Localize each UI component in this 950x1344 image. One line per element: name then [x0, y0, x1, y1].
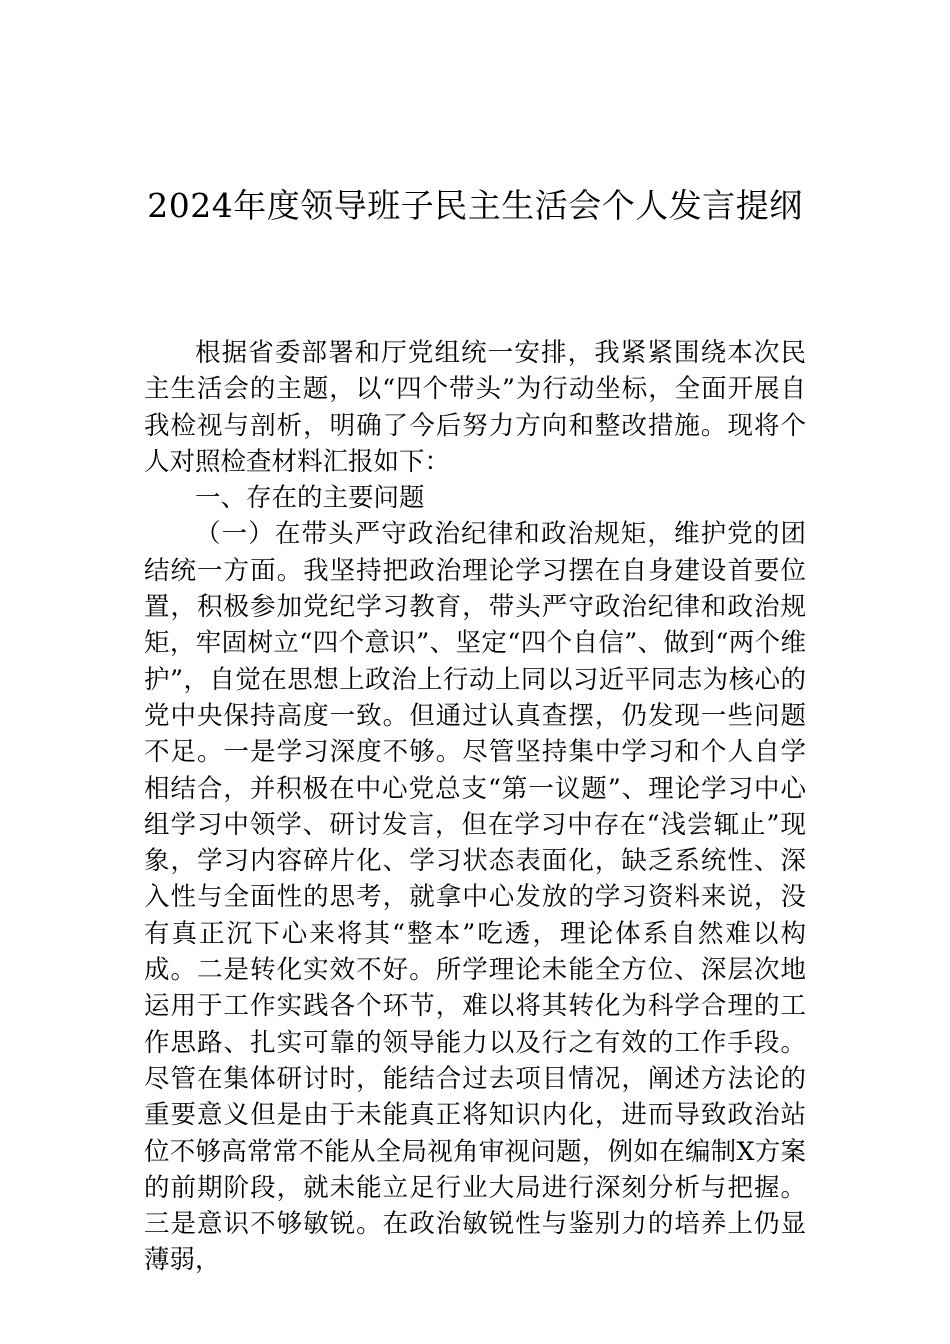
document-body: [144, 335, 806, 1279]
intro-paragraph: 根据省委部署和厅党组统一安排，我紧紧围绕本次民主生活会的主题，以“四个带头”为行动坐标，全面开展自我检视与剖析，明确了今后努力方向和整改措施。现将个人对照检查材料汇报如下：: [144, 338, 806, 477]
subsection-paragraph: （一）在带头严守政治纪律和政治规矩，维护党的团结统一方面。我坚持把政治理论学习摆在自身建设首要位置，积极参加党纪学习教育，带头严守政治纪律和政治规矩，牢固树立“四个意识”、坚定“四个自信”、做到“两个维护”，自觉在思想上政治上行动上同以习近平同志为核心的党中央保持高度一致。但通过认真查摆，仍发现一些问题不足。一是学习深度不够。尽管坚持集中学习和个人自学相结合，并积极在中心党总支“第一议题”、理论学习中心组学习中领学、研讨发言，但在学习中存在“浅尝辄止”现象，学习内容碎片化、学习状态表面化，缺乏系统性、深入性与全面性的思考，就拿中心发放的学习资料来说，没有真正沉下心来将其“整本”吃透，理论体系自然难以构成。二是转化实效不好。所学理论未能全方位、深层次地运用于工作实践各个环节，难以将其转化为科学合理的工作思路、扎实可靠的领导能力以及行之有效的工作手段。尽管在集体研讨时，能结合过去项目情况，阐述方法论的重要意义但是由于未能真正将知识内化，进而导致政治站位不够高常常不能从全局视角审视问题，例如在编制X方案的前期阶段，就未能立足行业大局进行深刻分析与把握。三是意识不够敏锐。在政治敏锐性与鉴别力的培养上仍显薄弱，: [144, 519, 806, 1276]
section-heading: 一、存在的主要问题: [195, 483, 425, 514]
document-title: 2024年度领导班子民主生活会个人发言提纲: [147, 186, 803, 225]
